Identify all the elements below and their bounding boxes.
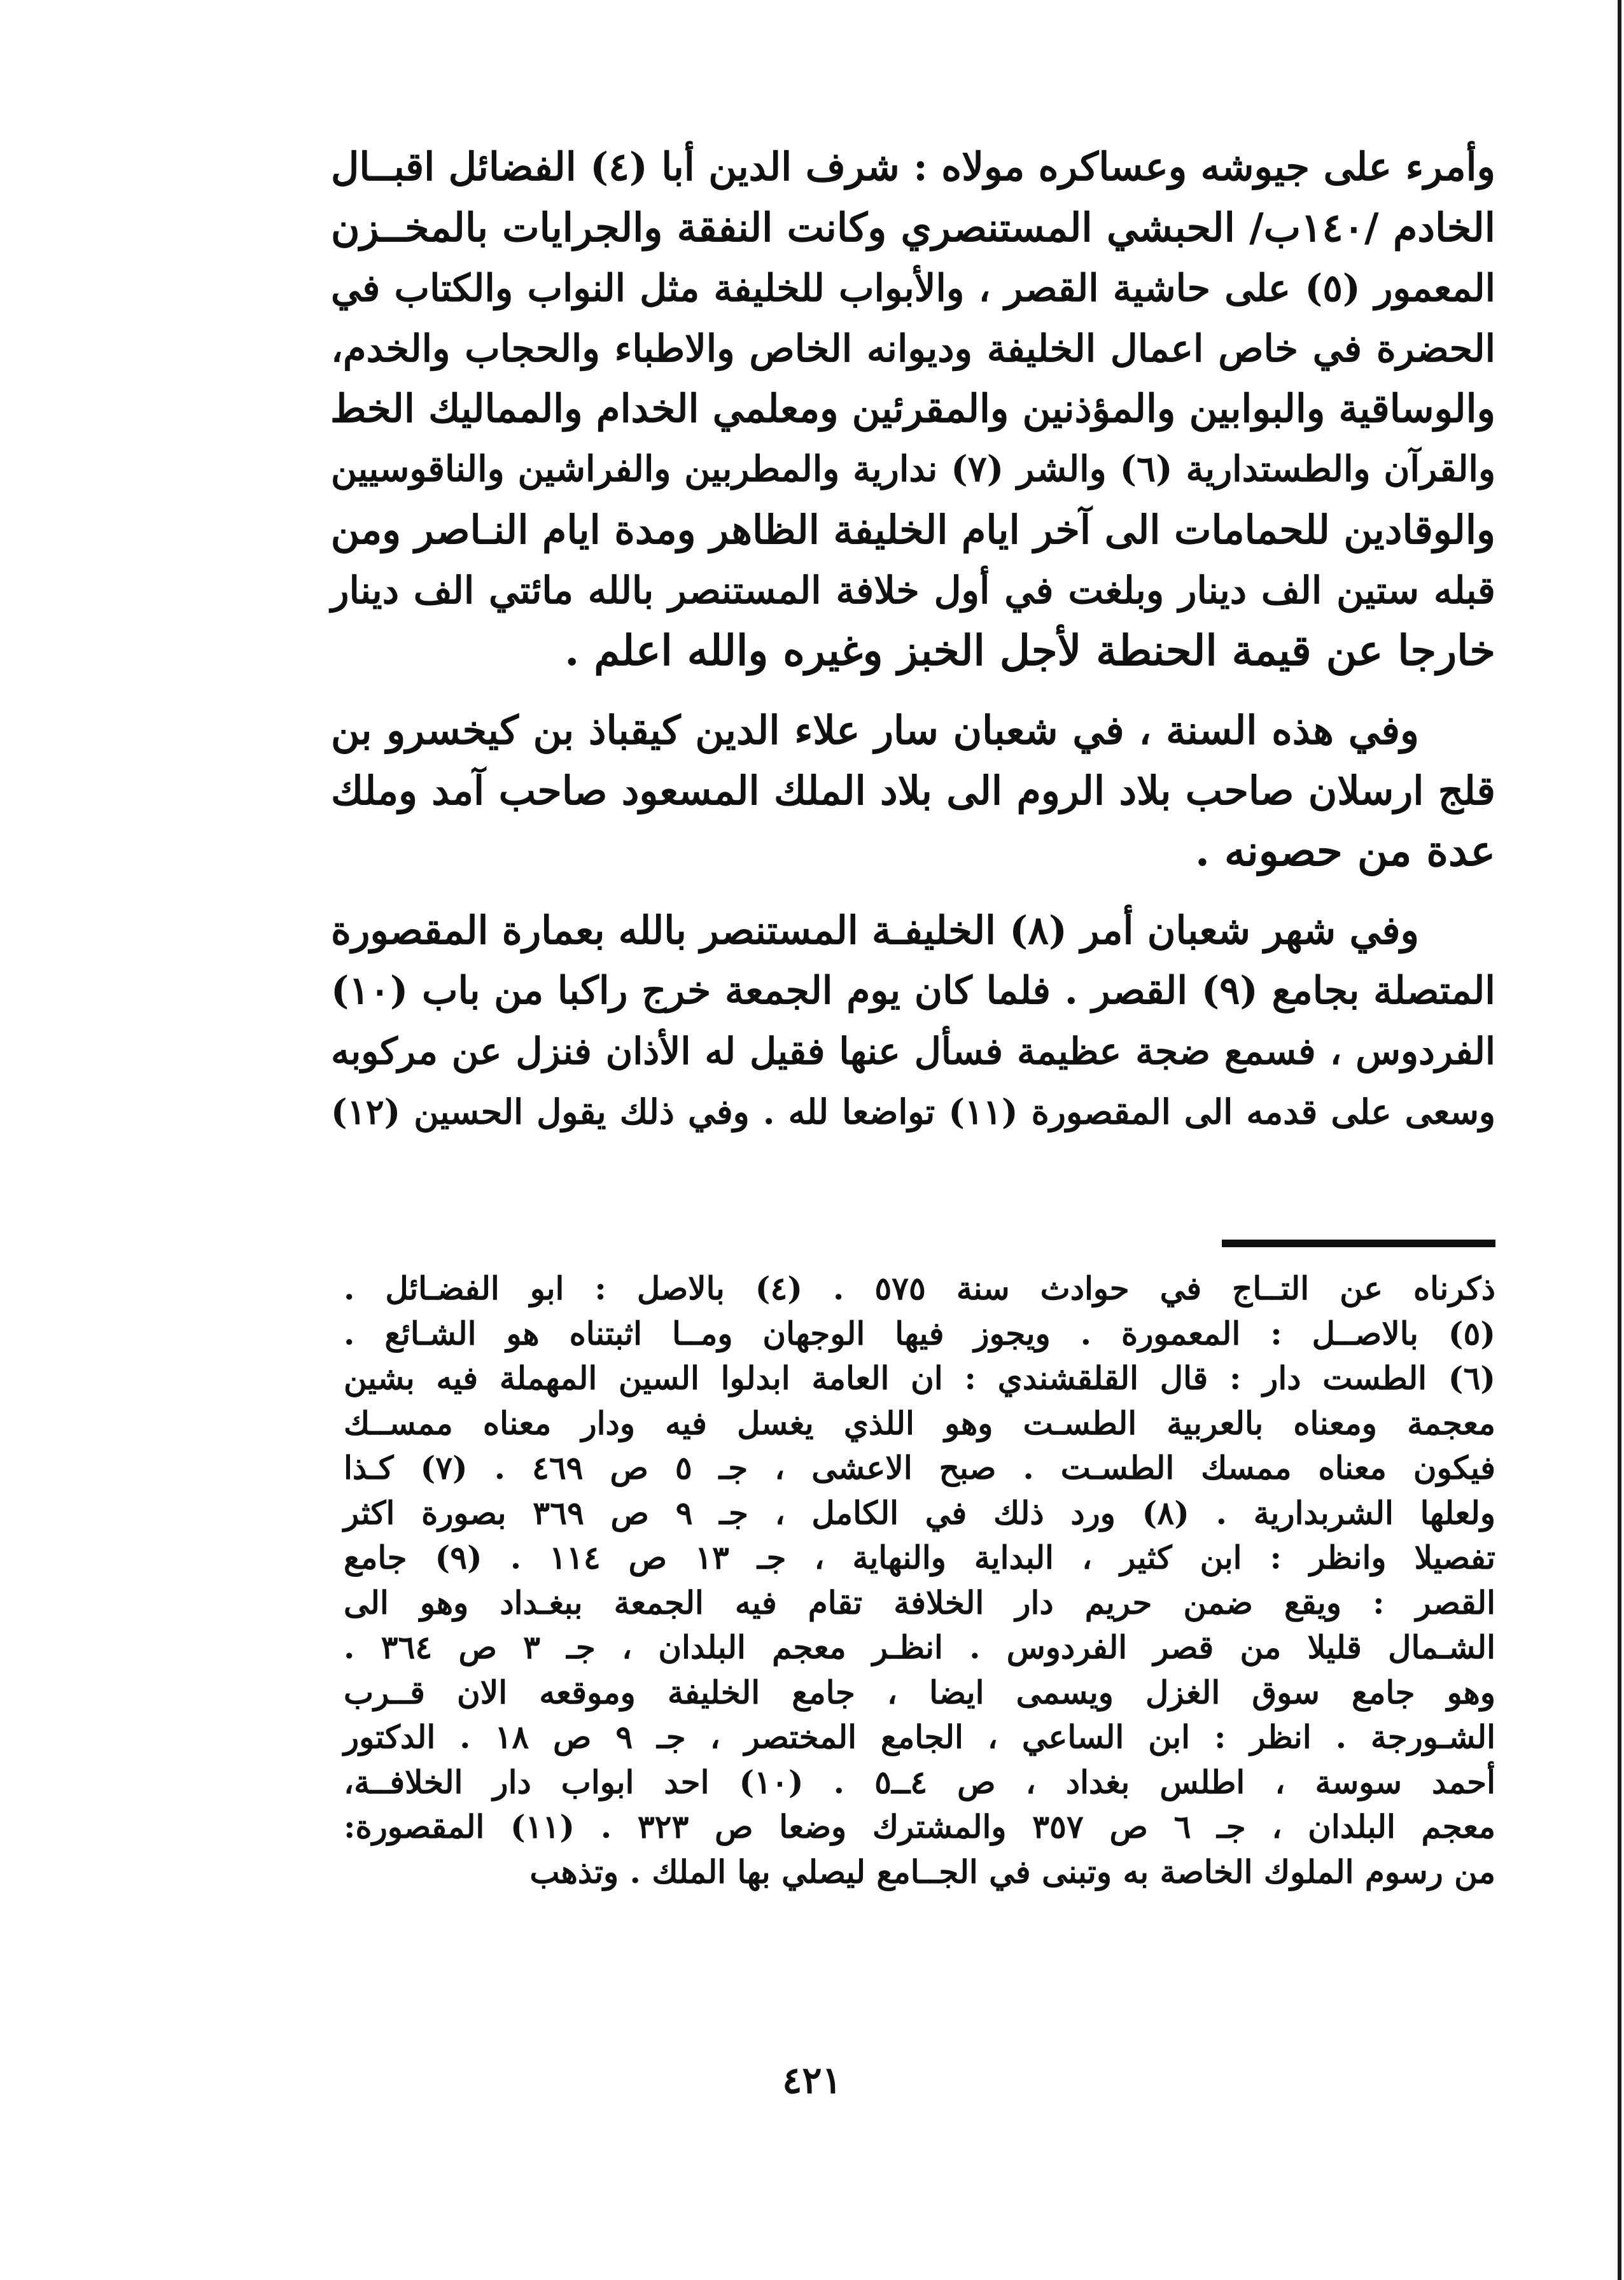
text-line: وسعى على قدمه الى المقصورة (١١) تواضعا لله . وفي ذلك يقول الحسين (١٢) [331, 1091, 1496, 1132]
text-line: الفردوس ، فسمع ضجة عظيمة فسأل عنها فقيل له الأذان فنزل عن مركوبه [331, 1030, 1495, 1073]
text-line: قلج ارسلان صاحب بلاد الروم الى بلاد الملك المسعود صاحب آمد وملك [331, 767, 1495, 814]
text-line: الحضرة في خاص اعمال الخليفة وديوانه الخاص والاطباء والحجاب والخدم، [331, 326, 1495, 370]
footnote-line: تفصيلا وانظر : ابن كثير ، البداية والنهاية ، جـ ١٣ ص ١١٤ . (٩) جامع [344, 1539, 1495, 1576]
footnote-line: معجمة ومعناه بالعربية الطسـت وهو اللذي يغسل فيه ودار معناه ممســك [344, 1404, 1495, 1442]
main-text-block [331, 137, 1495, 1142]
text-line: والوساقية والبوابين والمؤذنين والمقرئين ومعلمي الخدام والمماليك الخط [330, 386, 1495, 431]
text-line: عدة من حصونه . [1195, 826, 1495, 876]
footnote-line: (٥) بالاصــل : المعمورة . ويجوز فيها الوجهان ومــا اثبتناه هو الشـائع . [344, 1314, 1495, 1352]
text-line: المعمور (٥) على حاشية القصر ، والأبواب للخليفة مثل النواب والكتاب في [331, 266, 1496, 310]
footnote-line: ولعلها الشربدارية . (٨) ورد ذلك في الكامل ، جـ ٩ ص ٣٦٩ بصورة اكثر [344, 1493, 1495, 1532]
text-line: وفي هذه السنة ، في شعبان سار علاء الدين كيقباذ بن كيخسرو بن [331, 707, 1419, 753]
footnote-line: الشـمال قليلا من قصر الفردوس . انظـر معجم البلدان ، جـ ٣ ص ٣٦٤ . [344, 1628, 1495, 1666]
footnote-line: وهو جامع سوق الغزل ويسمى ايضا ، جامع الخليفة وموقعه الان قــرب [344, 1673, 1495, 1711]
footnote-line: ذكرناه عن التــاج في حوادث سنة ٥٧٥ . (٤) بالاصل : ابو الفضـائل . [344, 1269, 1495, 1307]
footnote-line: من رسوم الملوك الخاصة به وتبنى في الجــامع ليصلي بها الملك . وتذهب [529, 1852, 1495, 1891]
footnotes-block [344, 1266, 1495, 1894]
footnote-line: (٦) الطست دار : قال القلقشندي : ان العامة ابدلوا السين المهملة فيه بشين [344, 1359, 1495, 1397]
text-line: خارجا عن قيمة الحنطة لأجل الخبز وغيره والله اعلم . [564, 626, 1495, 675]
text-line: وفي شهر شعبان أمر (٨) الخليفـة المستنصر بالله بعمارة المقصورة [331, 908, 1419, 953]
footnote-line: أحمد سوسة ، اطلس بغداد ، ص ٤ــ٥ . (١٠) احد ابواب دار الخلافــة، [344, 1763, 1495, 1801]
footnote-line: فيكون معناه ممسك الطسـت . صبح الاعشى ، جـ ٥ ص ٤٦٩ . (٧) كـذا [344, 1449, 1496, 1486]
text-line: والقرآن والطستدارية (٦) والشر (٧) ندارية والمطربين والفراشين والناقوسيين [331, 448, 1495, 490]
text-line: والوقادين للحمامات الى آخر ايام الخليفة الظاهر ومدة ايام النـاصر ومن [330, 507, 1495, 553]
text-line: المتصلة بجامع (٩) القصر . فلما كان يوم الجمعة خرج راكبا من باب (١٠) [331, 969, 1495, 1013]
scan-edge-line [1618, 0, 1621, 2280]
footnote-line: الشـورجة . انظر : ابن الساعي ، الجامع المختصر ، جـ ٩ ص ١٨ . الدكتور [344, 1718, 1495, 1756]
footnote-line: القصر : ويقع ضمن حريم دار الخلافة تقام فيه الجمعة ببغـداد وهو الى [344, 1583, 1495, 1621]
footnote-line: معجم البلدان ، جـ ٦ ص ٣٥٧ والمشترك وضعا ص ٣٢٣ . (١١) المقصورة: [344, 1808, 1495, 1845]
text-line: قبله ستين الف دينار وبلغت في أول خلافة المستنصر بالله مائتي الف دينار [331, 568, 1495, 612]
text-line: وأمرء على جيوشه وعساكره مولاه : شرف الدين أبا (٤) الفضائل اقبــال [331, 144, 1495, 190]
text-line: الخادم /١٤٠ب/ الحبشي المستنصري وكانت النفقة والجرايات بالمخــزن [331, 204, 1495, 251]
page-number: ٤٢١ [782, 2059, 842, 2102]
footnote-separator [1222, 1240, 1495, 1247]
